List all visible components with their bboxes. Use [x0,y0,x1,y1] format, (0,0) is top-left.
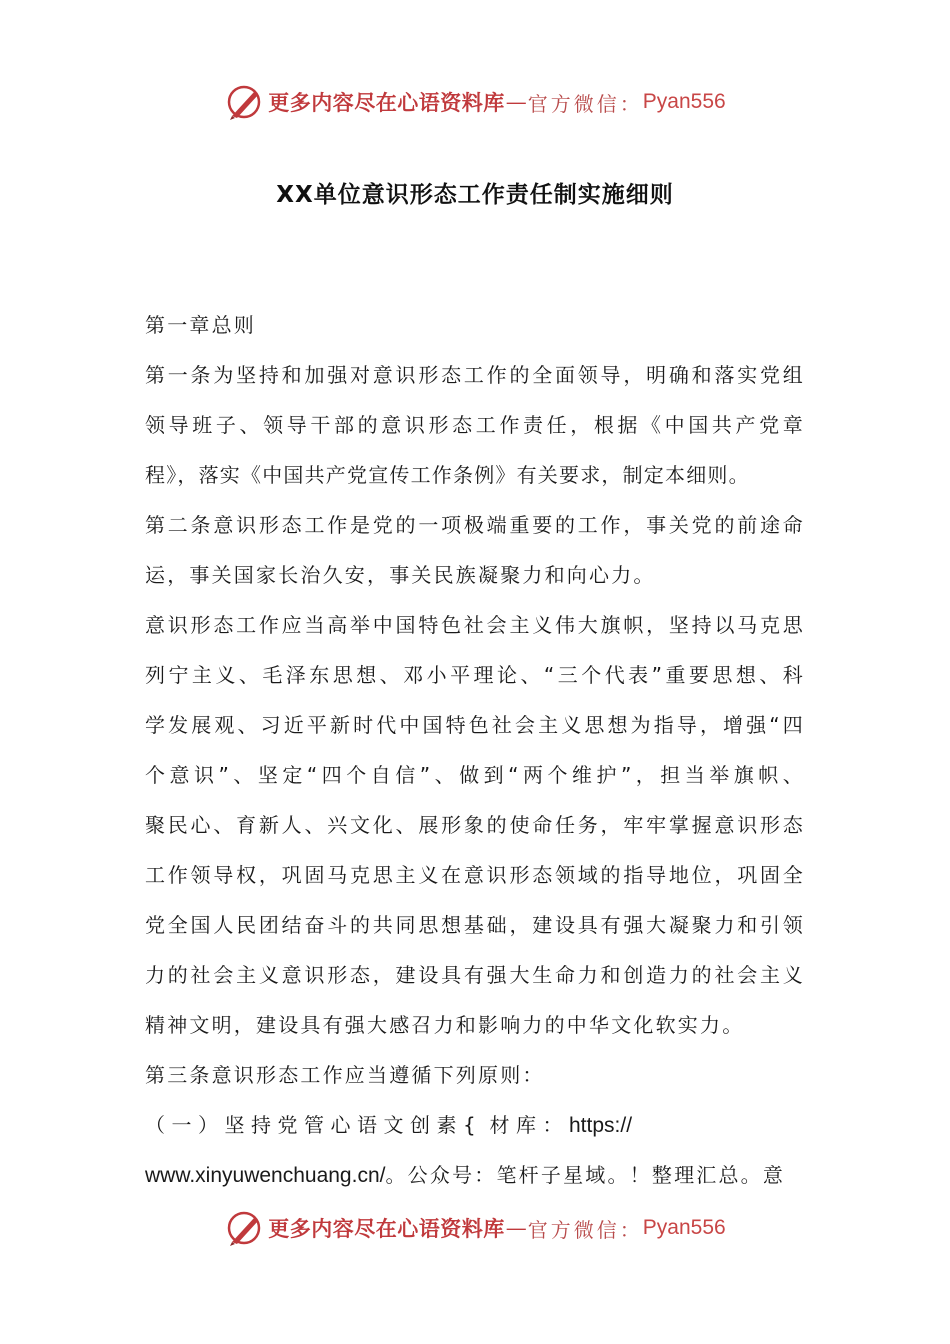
paragraph-line: 第三条意识形态工作应当遵循下列原则： [145,1063,545,1087]
url-domain: www.xinyuwenchuang.cn/ [145,1164,386,1187]
banner-main-text: 更多内容尽在心语资料库 [268,1216,505,1241]
banner-dash: — [505,90,527,114]
paragraph-line: 第二条意识形态工作是党的一项极端重要的工作，事关党的前途命 [145,513,805,537]
principle-line [145,1100,805,1150]
banner-main-text: 更多内容尽在心语资料库 [268,90,505,115]
principle-char: 持 [251,1113,271,1137]
header-banner [0,82,950,122]
principle-char: ： [542,1113,563,1137]
banner-wechat-label: 官方微信： [527,91,643,116]
paragraph-line: 列宁主义、毛泽东思想、邓小平理论、“三个代表”重要思想、科 [145,663,805,687]
footer-banner [0,1208,950,1248]
pen-logo-icon [224,1208,264,1248]
paragraph-line: 力的社会主义意识形态，建设具有强大生命力和创造力的社会主义 [145,963,805,987]
principle-char: 材 [489,1113,510,1137]
pen-logo-icon [224,82,264,122]
principle-char: ） [198,1113,218,1137]
paragraph-line: 意识形态工作应当高举中国特色社会主义伟大旗帜，坚持以马克思 [145,613,805,637]
paragraph-line: 党全国人民团结奋斗的共同思想基础，建设具有强大凝聚力和引领 [145,913,805,937]
principle-char: 素 [436,1113,457,1137]
principle-prefix [145,1113,569,1137]
principle-char: 语 [357,1113,377,1137]
paragraph-line: 第一条为坚持和加强对意识形态工作的全面领导，明确和落实党组 [145,363,805,387]
paragraph-line: 程》，落实《中国共产党宣传工作条例》有关要求，制定本细则。 [145,463,750,487]
paragraph-line: 工作领导权，巩固马克思主义在意识形态领域的指导地位，巩固全 [145,863,805,887]
principle-line-continued [145,1150,805,1200]
paragraph-line: 个意识”、坚定“四个自信”、做到“两个维护”，担当举旗帜、 [145,763,805,787]
principle-char: 管 [304,1113,324,1137]
banner-wechat-label: 官方微信： [527,1217,643,1242]
principle-char: 党 [277,1113,298,1137]
paragraph-line: 领导班子、领导干部的意识形态工作责任，根据《中国共产党章 [145,413,805,437]
chapter-heading: 第一章总则 [145,313,256,337]
banner-wechat-id: Pyan556 [642,90,726,113]
principle-char: 创 [410,1113,430,1137]
paragraph-line: 精神文明，建设具有强大感召力和影响力的中华文化软实力。 [145,1013,745,1037]
paragraph-line: 聚民心、育新人、兴文化、展形象的使命任务，牢牢掌握意识形态 [145,813,805,837]
principle-char: 一 [171,1113,192,1137]
banner-wechat-id: Pyan556 [642,1216,726,1239]
banner-dash: — [505,1216,527,1240]
paragraph-line: 运，事关国家长治久安，事关民族凝聚力和向心力。 [145,563,656,587]
principle-char: 坚 [224,1113,245,1137]
principle-char: { [463,1113,476,1137]
url-start: https:// [569,1114,633,1137]
document-body [145,300,805,1200]
paragraph-line: 学发展观、习近平新时代中国特色社会主义思想为指导，增强“四 [145,713,805,737]
document-title: XX单位意识形态工作责任制实施细则 [276,182,674,208]
principle-suffix: 。公众号：笔杆子星域。！整理汇总。意 [385,1163,786,1187]
principle-char: 库 [516,1113,536,1137]
principle-char: 文 [383,1113,404,1137]
principle-char: （ [145,1113,165,1137]
principle-char: 心 [330,1113,351,1137]
